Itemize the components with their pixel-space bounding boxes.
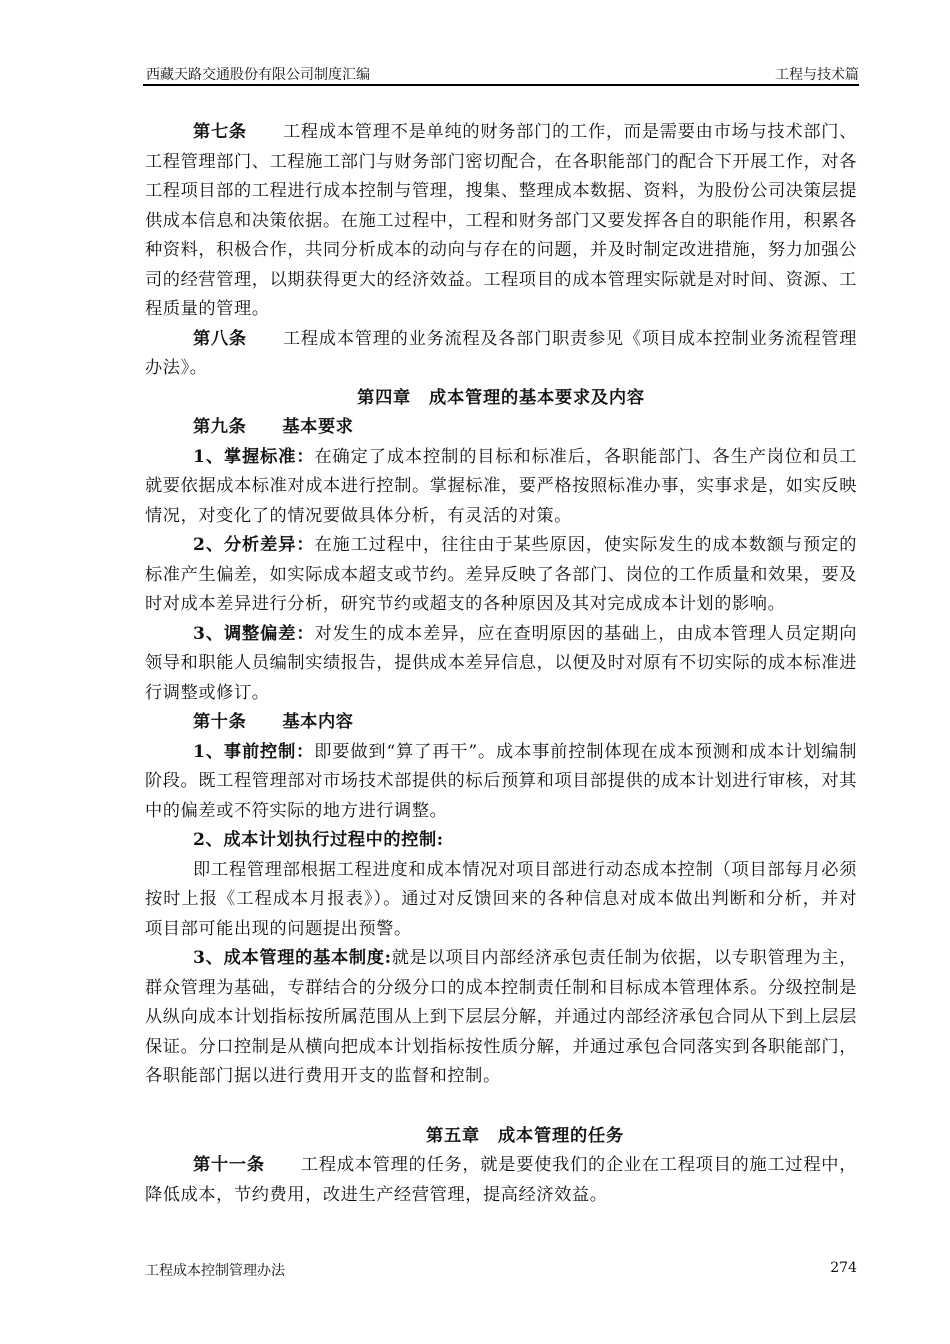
article-10-item-2-heading: [145, 826, 857, 856]
article-9-item-3: [145, 620, 857, 709]
page-footer: [145, 1260, 857, 1280]
article-9-subtitle: 基本要求: [282, 417, 354, 437]
article-10-subtitle: 基本内容: [282, 712, 354, 732]
document-body: [145, 118, 857, 1210]
chapter-4-heading: [145, 384, 857, 414]
item-label: 2、成本计划执行过程中的控制:: [193, 830, 444, 850]
page-header: [143, 60, 859, 86]
header-section-title: 工程与技术篇: [775, 67, 859, 83]
chapter-5-number: 第五章: [426, 1125, 481, 1146]
article-7-title: 第七条: [193, 122, 247, 142]
chapter-4-number: 第四章: [357, 387, 412, 408]
item-text: 在确定了成本控制的目标和标准后，各职能部门、各生产岗位和员工就要依据成本标准对成本进行控制。掌握标准，要严格按照标准办事，实事求是，如实反映情况，对变化了的情况要做具体分析，有灵活的对策。: [145, 446, 857, 526]
item-label: 3、调整偏差：: [193, 623, 315, 644]
item-label: 3、成本管理的基本制度:: [193, 948, 392, 968]
item-text: 就是以项目内部经济承包责任制为依据，以专职管理为主，群众管理为基础，专群结合的分级分口的成本控制责任制和目标成本管理体系。分级控制是从纵向成本计划指标按所属范围从上到下层层分解，并通过内部经济承包合同从下到上层层保证。分口控制是从横向把成本计划指标按性质分解，并通过承包合同落实到各职能部门，各职能部门据以进行费用开支的监督和控制。: [145, 948, 857, 1086]
article-10-heading: [145, 708, 857, 738]
item-text: 即要做到“算了再干”。成本事前控制体现在成本预测和成本计划编制阶段。既工程管理部对市场技术部提供的标后预算和项目部提供的成本计划进行审核，对其中的偏差或不符实际的地方进行调整。: [145, 741, 857, 821]
item-label: 2、分析差异：: [193, 535, 315, 555]
footer-doc-title: 工程成本控制管理办法: [145, 1263, 285, 1279]
article-9-item-1: [145, 443, 857, 532]
item-label: 1、事前控制：: [193, 741, 315, 762]
item-label: 1、掌握标准：: [193, 446, 315, 467]
article-11: [145, 1151, 857, 1210]
article-10-item-3: [145, 944, 857, 1092]
article-9-title: 第九条: [193, 417, 247, 437]
article-10-title: 第十条: [193, 712, 247, 732]
header-company-title: 西藏天路交通股份有限公司制度汇编: [146, 67, 370, 83]
article-11-title: 第十一条: [193, 1155, 265, 1175]
chapter-5-heading: [145, 1122, 857, 1152]
item-text: 在施工过程中，往往由于某些原因，使实际发生的成本数额与预定的标准产生偏差，如实际成本超支或节约。差异反映了各部门、岗位的工作质量和效果，要及时对成本差异进行分析，研究节约或超支的各种原因及其对完成成本计划的影响。: [145, 535, 857, 614]
article-8: [145, 325, 857, 384]
page-number: 274: [830, 1260, 857, 1276]
article-8-text: 工程成本管理的业务流程及各部门职责参见《项目成本控制业务流程管理办法》。: [145, 328, 857, 378]
item-text: 对发生的成本差异，应在查明原因的基础上，由成本管理人员定期向领导和职能人员编制实绩报告，提供成本差异信息，以便及时对原有不切实际的成本标准进行调整或修订。: [145, 623, 857, 703]
chapter-5-title: 成本管理的任务: [498, 1125, 624, 1146]
article-10-item-1: [145, 738, 857, 827]
article-9-heading: [145, 413, 857, 443]
article-10-item-2-text: 即工程管理部根据工程进度和成本情况对项目部进行动态成本控制（项目部每月必须按时上报《工程成本月报表》）。通过对反馈回来的各种信息对成本做出判断和分析，并对项目部可能出现的问题提出预警。: [145, 859, 857, 939]
article-9-item-2: [145, 531, 857, 620]
article-7-text: 工程成本管理不是单纯的财务部门的工作，而是需要由市场与技术部门、工程管理部门、工程施工部门与财务部门密切配合，在各职能部门的配合下开展工作，对各工程项目部的工程进行成本控制与管理，搜集、整理成本数据、资料，为股份公司决策层提供成本信息和决策依据。在施工过程中，工程和财务部门又要发挥各自的职能作用，积累各种资料，积极合作，共同分析成本的动向与存在的问题，并及时制定改进措施，努力加强公司的经营管理，以期获得更大的经济效益。工程项目的成本管理实际就是对时间、资源、工程质量的管理。: [145, 122, 857, 319]
article-11-text: 工程成本管理的任务，就是要使我们的企业在工程项目的施工过程中，降低成本，节约费用，改进生产经营管理，提高经济效益。: [145, 1155, 857, 1205]
chapter-4-title: 成本管理的基本要求及内容: [429, 387, 645, 408]
article-7: [145, 118, 857, 325]
article-8-title: 第八条: [193, 328, 247, 349]
